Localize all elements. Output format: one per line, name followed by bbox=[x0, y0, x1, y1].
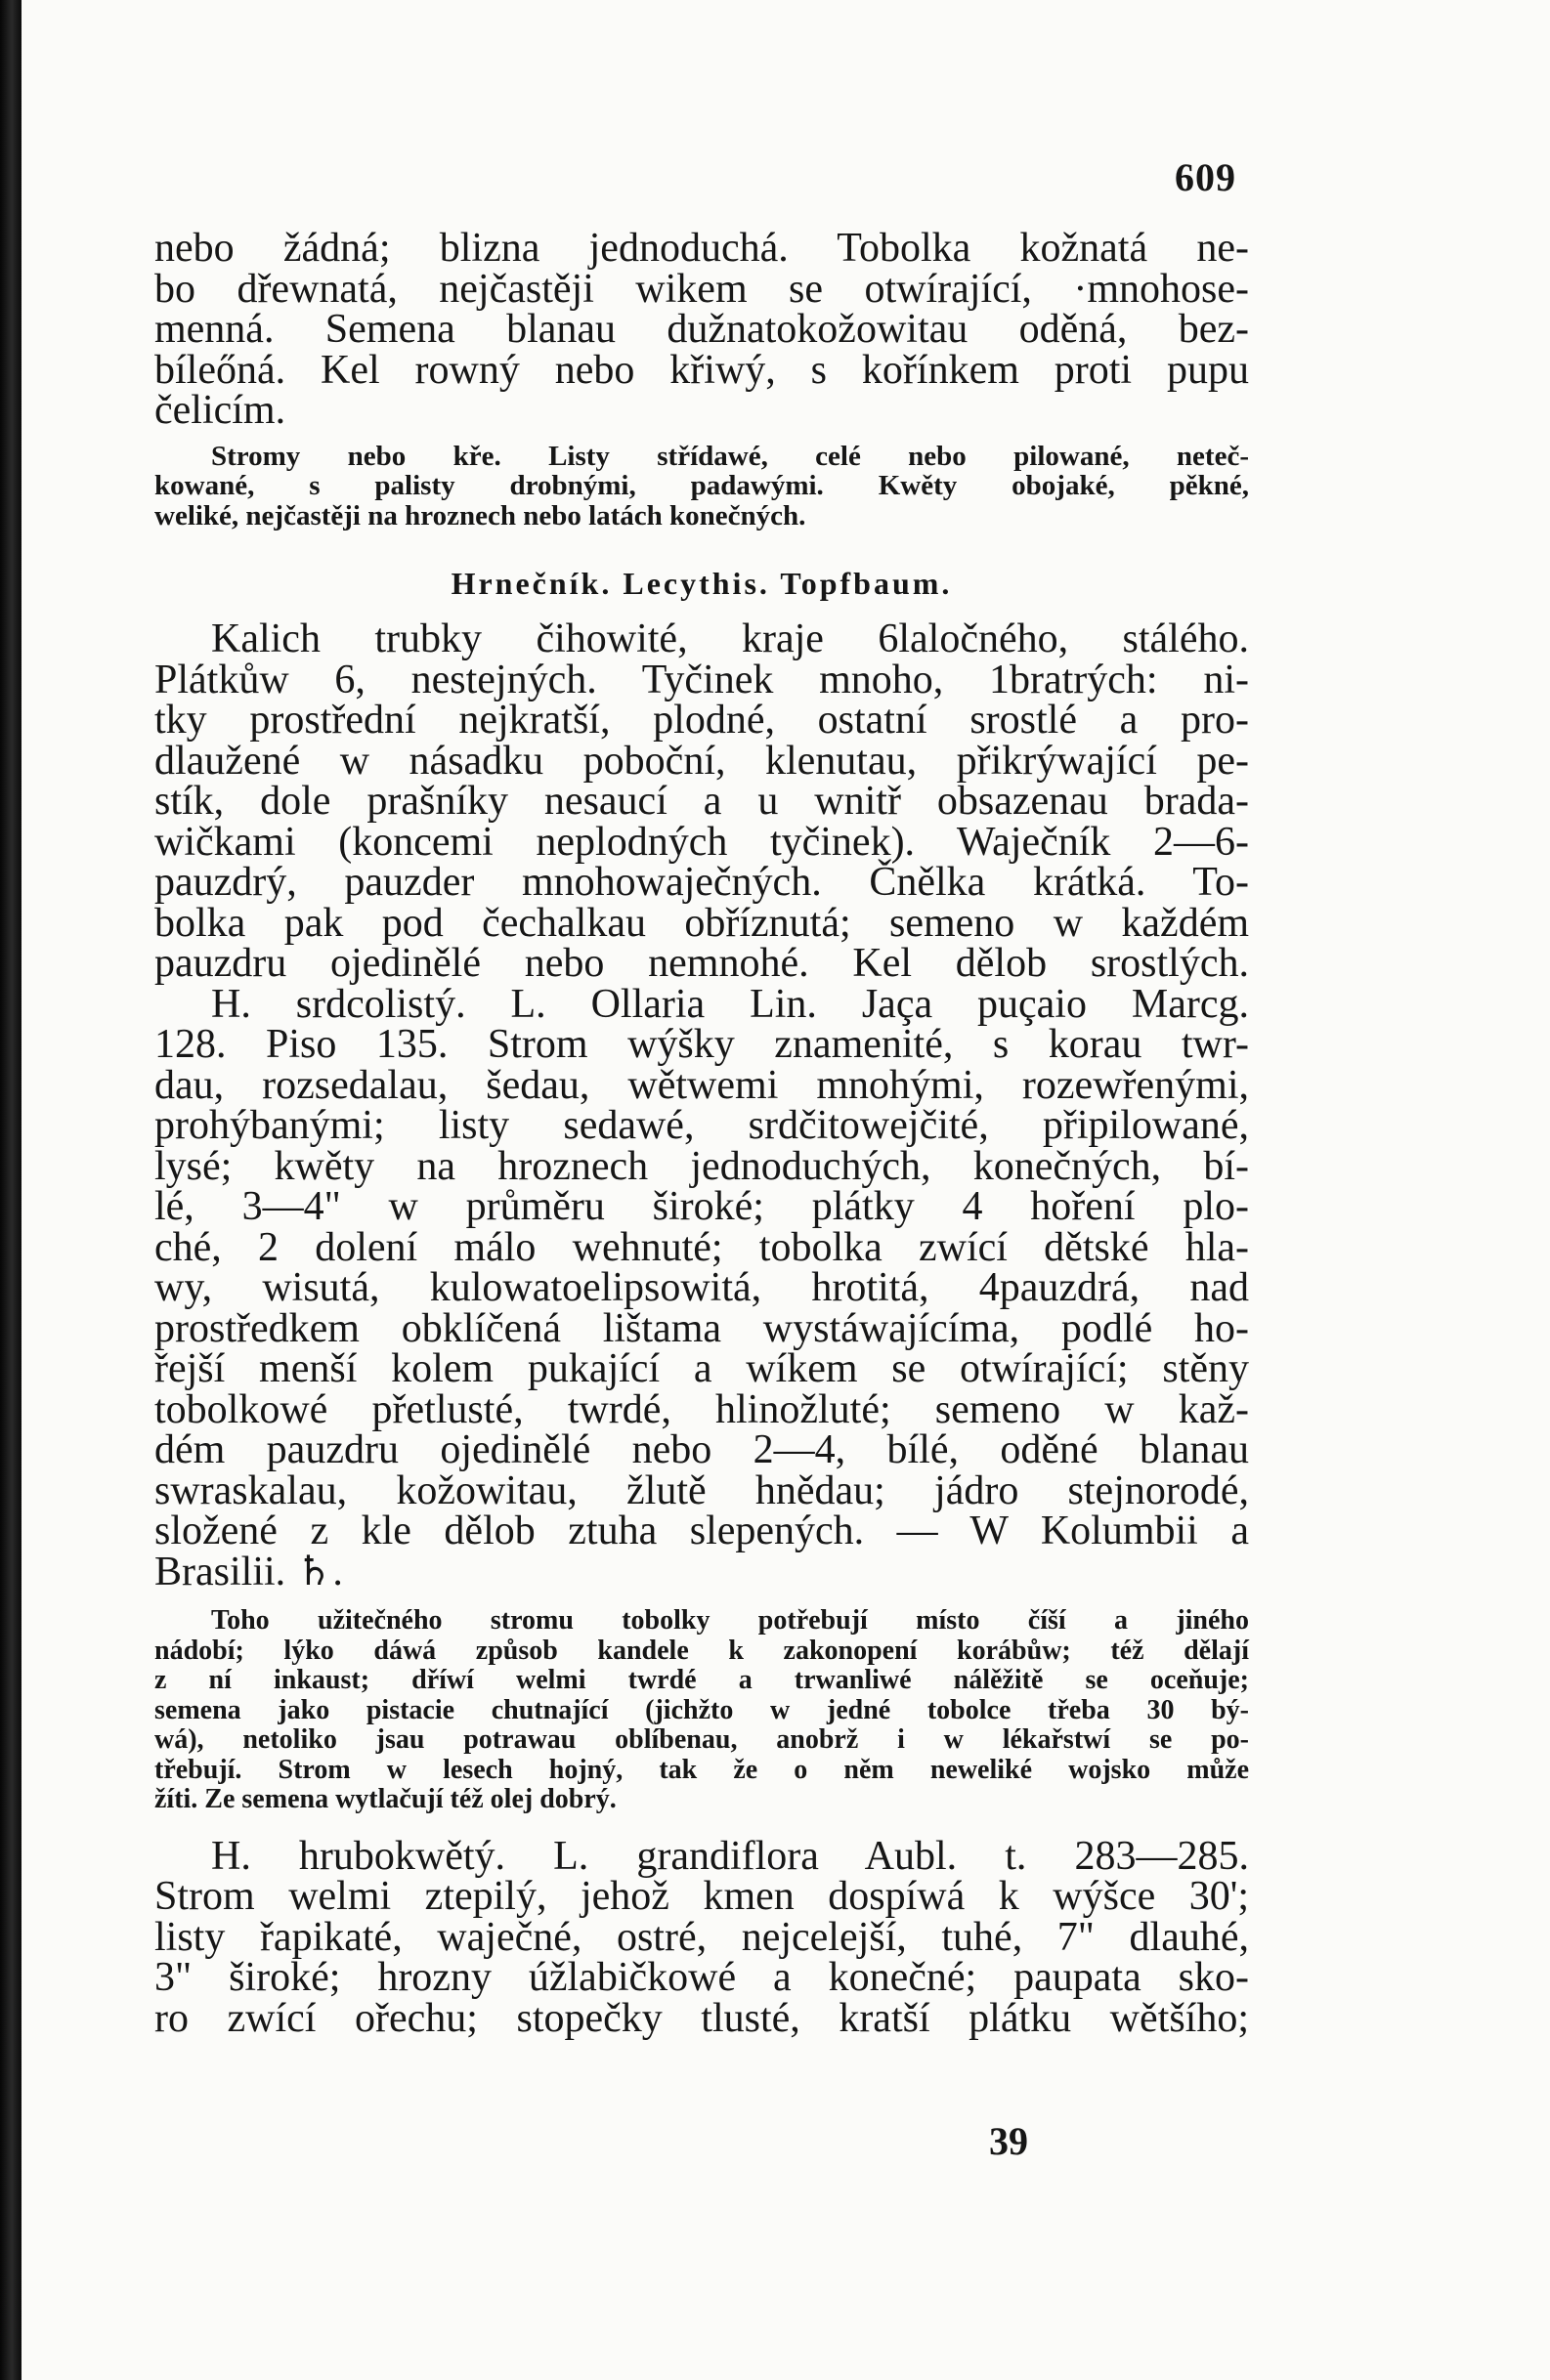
text-line: žíti. Ze semena wytlačují též olej dobrý. bbox=[154, 1784, 617, 1814]
text-line: weliké, nejčastěji na hroznech nebo latách konečných. bbox=[154, 499, 806, 531]
text-line: 3" široké; hrozny úžlabičkowé a konečné; paupata sko- bbox=[154, 1955, 1249, 2000]
paragraph-habit-note bbox=[154, 442, 1249, 531]
text-line: z ní inkaust; dříwí welmi twrdé a trwanliwé nálěžitě se oceňuje; bbox=[154, 1665, 1249, 1695]
signature-mark: 39 bbox=[989, 2119, 1028, 2163]
text-line: bíleőná. Kel rowný nebo křiwý, s kořínkem proti pupu bbox=[154, 347, 1249, 393]
paragraph-uses-note bbox=[154, 1606, 1249, 1815]
text-line: bolka pak pod čechalkau obříznutá; semeno w každém bbox=[154, 900, 1249, 946]
paragraph-species-grandiflora bbox=[154, 1833, 1249, 2041]
text-line: lysé; kwěty na hroznech jednoduchých, konečných, bí- bbox=[154, 1143, 1249, 1189]
text-line: nádobí; lýko dáwá způsob kandele k zakonopení korábůw; též dělají bbox=[154, 1635, 1249, 1666]
paragraph-genus-description bbox=[154, 226, 1249, 433]
text-line: stík, dole prašníky nesaucí a u wnitř obsazenau brada- bbox=[154, 779, 1249, 824]
book-spine bbox=[0, 0, 22, 2380]
text-line: wá), netoliko jsau potrawau oblíbenau, anobrž i w lékařstwí se po- bbox=[154, 1724, 1249, 1755]
text-line: Stromy nebo kře. Listy střídawé, celé nebo pilowané, neteč- bbox=[211, 440, 1249, 472]
text-line: dlaužené w násadku poboční, klenutau, přikrýwající pe- bbox=[154, 738, 1249, 784]
page-number: 609 bbox=[1175, 155, 1236, 199]
text-line: dau, rozsedalau, šedau, wětwemi mnohými, rozewřenými, bbox=[154, 1062, 1249, 1108]
text-line: tobolkowé přetlusté, twrdé, hlinožluté; semeno w kaž- bbox=[154, 1386, 1249, 1432]
text-line: Plátkůw 6, nestejných. Tyčinek mnoho, 1bratrých: ni- bbox=[154, 657, 1249, 702]
paragraph-lecythis-description bbox=[154, 616, 1249, 986]
text-line: swraskalau, kožowitau, žlutě hnědau; jádro stejnorodé, bbox=[154, 1467, 1249, 1513]
text-line: Brasilii. ♄. bbox=[154, 1549, 343, 1594]
genus-heading: Hrnečník. Lecythis. Topfbaum. bbox=[451, 566, 953, 601]
text-line: lé, 3—4" w průměru široké; plátky 4 hoření plo- bbox=[154, 1184, 1249, 1229]
text-line: Toho užitečného stromu tobolky potřebují místo číší a jiného bbox=[211, 1605, 1249, 1636]
text-line: čelicím. bbox=[154, 388, 286, 433]
text-line: ro zwící ořechu; stopečky tlusté, kratší plátku wětšího; bbox=[154, 1995, 1249, 2041]
text-line: menná. Semena blanau dužnatokožowitau oděná, bez- bbox=[154, 307, 1249, 352]
text-line: H. hrubokwětý. L. grandiflora Aubl. t. 283—285. bbox=[211, 1833, 1249, 1879]
text-line: listy řapikaté, waječné, ostré, nejcelejší, tuhé, 7" dlauhé, bbox=[154, 1914, 1249, 1960]
text-line: řejší menší kolem pukající a wíkem se otwírající; stěny bbox=[154, 1346, 1249, 1391]
text-line: wičkami (koncemi neplodných tyčinek). Waječník 2—6- bbox=[154, 819, 1249, 865]
text-line: bo dřewnatá, nejčastěji wikem se otwírající, ·mnohose- bbox=[154, 266, 1249, 312]
text-line: tky prostřední nejkratší, plodné, ostatní srostlé a pro- bbox=[154, 698, 1249, 743]
book-page bbox=[22, 0, 1550, 2380]
text-line: kowané, s palisty drobnými, padawými. Kwěty obojaké, pěkné, bbox=[154, 470, 1249, 501]
page-text bbox=[154, 226, 1249, 2041]
text-line: Kalich trubky čihowité, kraje 6laločného, stálého. bbox=[211, 616, 1249, 661]
text-line: prohýbanými; listy sedawé, srdčitowejčité, připilowané, bbox=[154, 1103, 1249, 1148]
text-line: ché, 2 dolení málo wehnuté; tobolka zwící dětské hla- bbox=[154, 1224, 1249, 1270]
text-line: pauzdru ojedinělé nebo nemnohé. Kel dělob srostlých. bbox=[154, 941, 1249, 986]
text-line: Strom welmi ztepilý, jehož kmen dospíwá k wýšce 30'; bbox=[154, 1874, 1249, 1919]
text-line: wy, wisutá, kulowatoelipsowitá, hrotitá, 4pauzdrá, nad bbox=[154, 1265, 1249, 1310]
text-line: dém pauzdru ojedinělé nebo 2—4, bílé, oděné blanau bbox=[154, 1427, 1249, 1472]
paragraph-species-ollaria bbox=[154, 981, 1249, 1594]
text-line: složené z kle dělob ztuha slepených. — W Kolumbii a bbox=[154, 1509, 1249, 1553]
text-line: H. srdcolistý. L. Ollaria Lin. Jaça puçaio Marcg. bbox=[211, 981, 1249, 1027]
text-line: nebo žádná; blizna jednoduchá. Tobolka kožnatá ne- bbox=[154, 226, 1249, 271]
text-line: semena jako pistacie chutnající (jichžto w jedné tobolce třeba 30 bý- bbox=[154, 1694, 1249, 1725]
text-line: prostředkem obklíčená lištama wystáwajícíma, podlé ho- bbox=[154, 1305, 1249, 1351]
text-line: třebují. Strom w lesech hojný, tak že o něm neweliké wojsko může bbox=[154, 1754, 1249, 1785]
text-line: 128. Piso 135. Strom wýšky znamenité, s korau twr- bbox=[154, 1022, 1249, 1067]
text-line: pauzdrý, pauzder mnohowaječných. Čnělka krátká. To- bbox=[154, 860, 1249, 905]
